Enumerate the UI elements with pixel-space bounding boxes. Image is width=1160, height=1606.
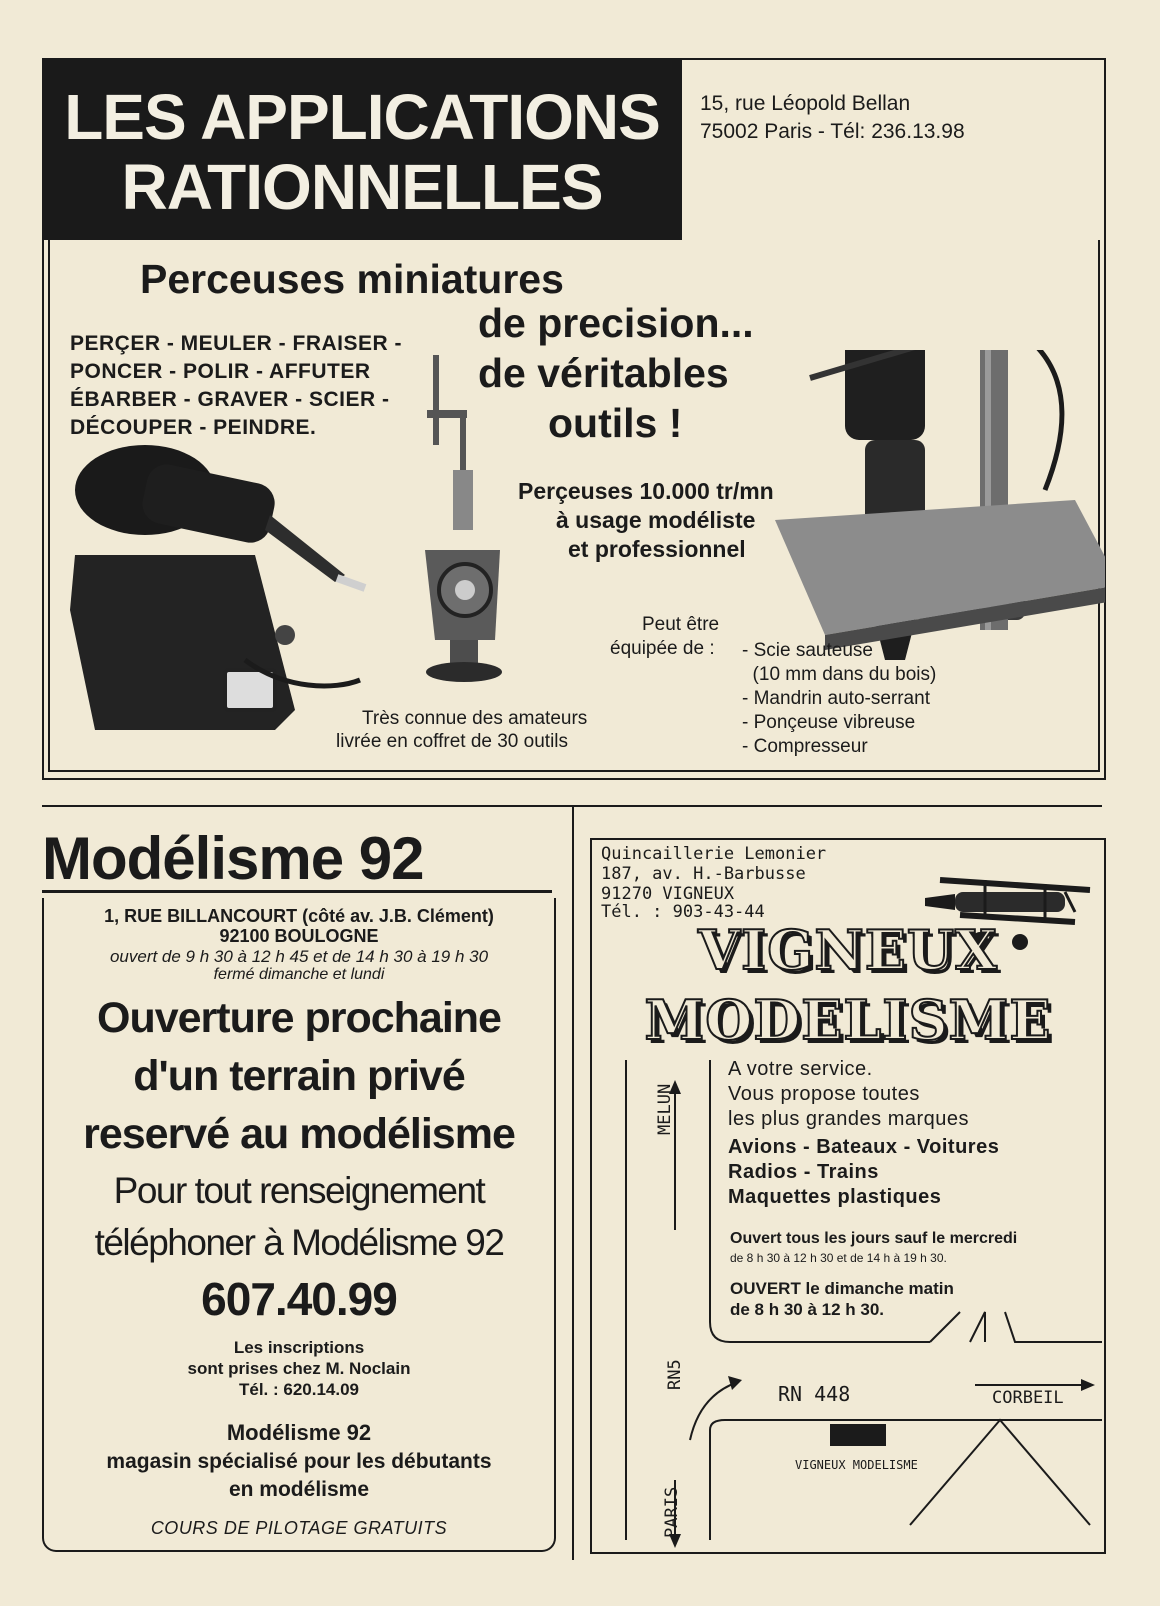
vigneux-service-line: les plus grandes marques [728, 1108, 970, 1130]
m92-registration-phone: Tél. : 620.14.09 [238, 1380, 360, 1399]
m92-shop-name: Modélisme 92 [226, 1420, 372, 1445]
m92-city: 92100 BOULOGNE [219, 926, 379, 946]
m92-courses: COURS DE PILOTAGE GRATUITS [150, 1518, 448, 1538]
map-label-rn448: RN 448 [778, 1382, 851, 1406]
vertical-divider [572, 805, 574, 1560]
vigneux-product-line: Avions - Bateaux - Voitures [728, 1136, 1000, 1158]
headline-line2: de precision... [478, 300, 754, 346]
equipment-item: - Scie sauteuse [742, 640, 873, 661]
map-label-melun: MELUN [655, 1083, 675, 1135]
m92-announce-line2: d'un terrain privé [133, 1052, 465, 1100]
m92-registration-line2: sont prises chez M. Noclain [187, 1359, 411, 1378]
vigneux-phone: Tél. : 903-43-44 [601, 902, 765, 922]
m92-street: 1, RUE BILLANCOURT (côté av. J.B. Clément) [104, 906, 494, 926]
map-label-shop: VIGNEUX MODELISME [795, 1458, 918, 1472]
vigneux-service-line: A votre service. [728, 1058, 873, 1080]
operations-line: ÉBARBER - GRAVER - SCIER - [70, 388, 390, 411]
company-address-city-phone: 75002 Paris - Tél: 236.13.98 [700, 120, 965, 143]
m92-announce-line1: Ouverture prochaine [97, 994, 501, 1042]
m92-hours: ouvert de 9 h 30 à 12 h 45 et de 14 h 30 à 19 h 30 [109, 947, 489, 966]
drill-stand-illustration [775, 350, 1105, 660]
operations-line: PERÇER - MEULER - FRAISER - [70, 332, 403, 355]
headline-line4: outils ! [548, 400, 683, 446]
vigneux-hours-line2: de 8 h 30 à 12 h 30 et de 14 h à 19 h 30. [730, 1251, 947, 1265]
vigneux-service-line: Vous propose toutes [728, 1083, 920, 1105]
vigneux-banner-line2: MODELISME [644, 988, 1052, 1052]
equipment-intro-line2: équipée de : [610, 638, 715, 659]
kit-caption-line1: Très connue des amateurs [362, 708, 588, 729]
rpm-line1: Perçeuses 10.000 tr/mn [518, 478, 774, 504]
equipment-item: - Compresseur [742, 736, 868, 757]
vigneux-banner-line1: VIGNEUX [698, 918, 998, 982]
operations-line: DÉCOUPER - PEINDRE. [70, 416, 317, 439]
operations-line: PONCER - POLIR - AFFUTER [70, 360, 371, 383]
vigneux-street: 187, av. H.-Barbusse [601, 864, 806, 884]
m92-shop-desc-line2: en modélisme [228, 1478, 370, 1501]
m92-announce-line3: reservé au modélisme [83, 1110, 515, 1158]
rpm-line3: et professionnel [568, 536, 746, 562]
vigneux-product-line: Maquettes plastiques [728, 1186, 942, 1208]
company-title-box [42, 58, 682, 240]
m92-shop-desc-line1: magasin spécialisé pour les débutants [106, 1450, 492, 1473]
company-title-line2: RATIONNELLES [121, 151, 603, 223]
m92-phone: 607.40.99 [201, 1273, 397, 1325]
kit-caption-line2: livrée en coffret de 30 outils [336, 731, 569, 752]
transformer-drill-illustration [70, 445, 365, 730]
m92-title: Modélisme 92 [42, 825, 424, 892]
vigneux-product-line: Radios - Trains [728, 1161, 879, 1183]
m92-info-line2: téléphoner à Modélisme 92 [94, 1222, 504, 1263]
equipment-item: - Mandrin auto-serrant [742, 688, 930, 709]
equipment-item: (10 mm dans du bois) [742, 664, 937, 685]
m92-title-underline [42, 890, 552, 893]
vigneux-shop-name: Quincaillerie Lemonier [601, 844, 827, 864]
map-label-corbeil: CORBEIL [992, 1388, 1064, 1408]
equipment-item: - Ponçeuse vibreuse [742, 712, 916, 733]
m92-registration-line1: Les inscriptions [233, 1338, 365, 1357]
vigneux-city: 91270 VIGNEUX [601, 884, 735, 904]
headline-line3: de véritables [478, 350, 729, 396]
m92-info-line1: Pour tout renseignement [113, 1170, 485, 1211]
saw-attachment-illustration [425, 355, 502, 682]
company-title-line1: LES APPLICATIONS [64, 81, 660, 153]
vigneux-hours-line1: Ouvert tous les jours sauf le mercredi [730, 1230, 1018, 1247]
m92-closed-days: fermé dimanche et lundi [213, 966, 385, 983]
company-address-street: 15, rue Léopold Bellan [700, 92, 911, 115]
rpm-line2: à usage modéliste [556, 507, 756, 533]
map-label-paris: PARIS [662, 1486, 682, 1538]
equipment-intro-line1: Peut être [642, 614, 720, 635]
vigneux-sunday-line2: de 8 h 30 à 12 h 30. [730, 1300, 885, 1319]
map-label-rn5: RN5 [665, 1359, 685, 1390]
vigneux-sunday-line1: OUVERT le dimanche matin [730, 1279, 954, 1298]
headline-line1: Perceuses miniatures [140, 256, 564, 302]
product-illustrations [55, 350, 1105, 760]
